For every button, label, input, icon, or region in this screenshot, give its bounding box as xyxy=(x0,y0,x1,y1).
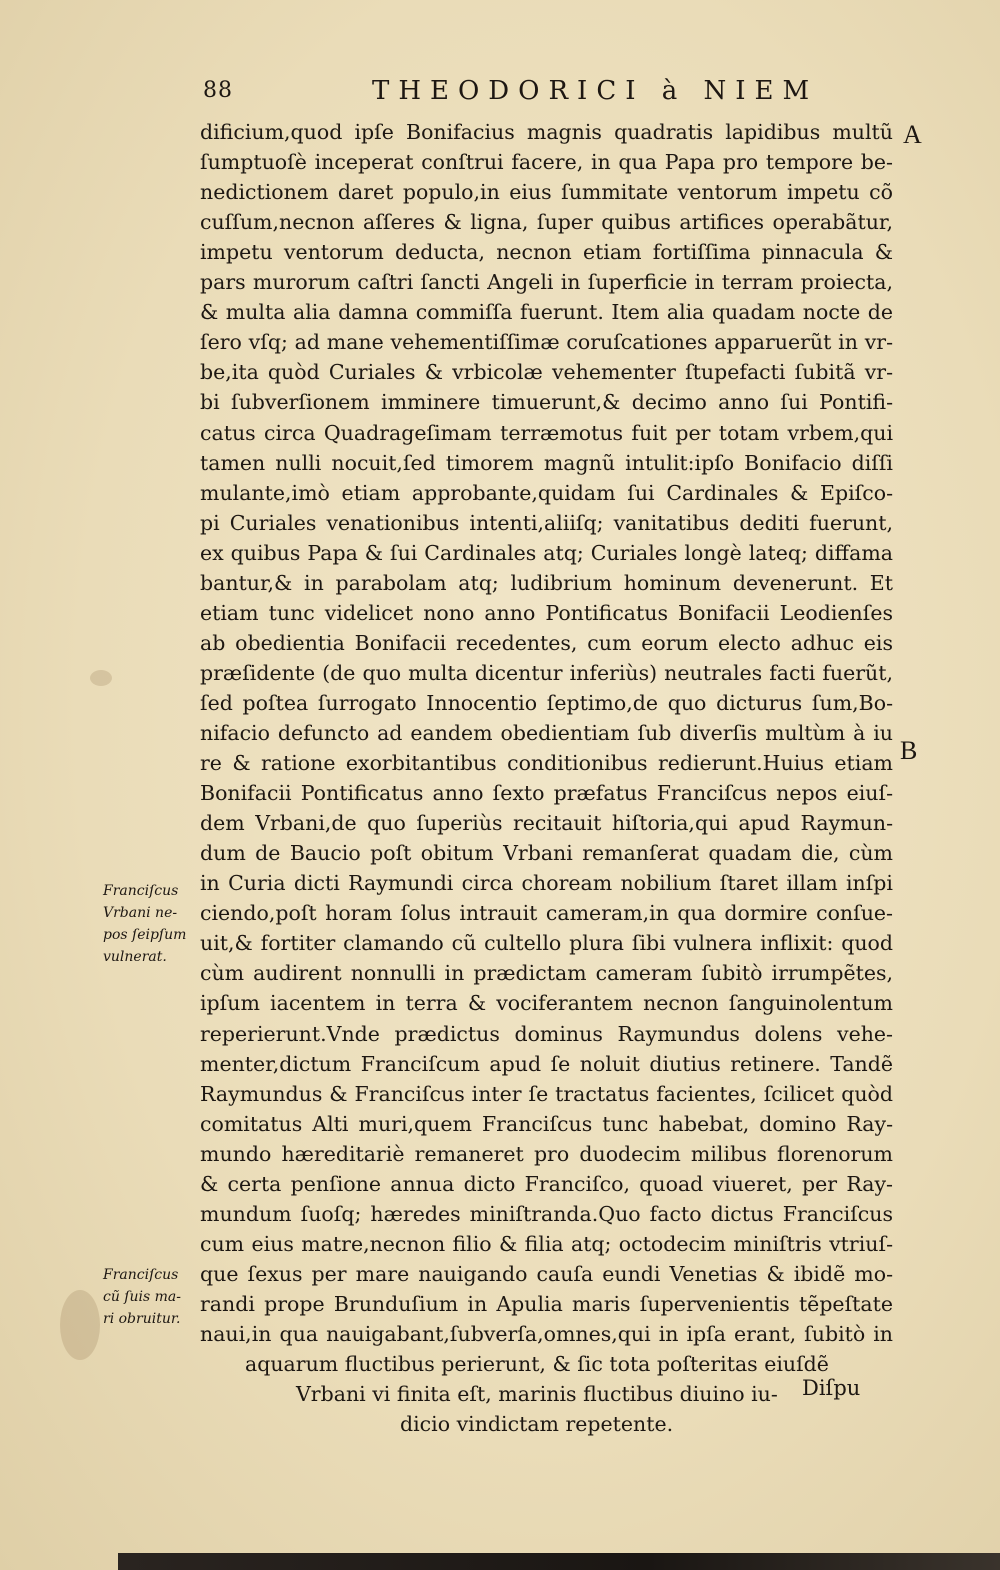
text-line: Vrbani vi finita eſt, marinis fluctibus diuino iu- xyxy=(296,1382,778,1407)
text-line: & certa penſione annua dicto Franciſco, quoad viueret, per Ray- xyxy=(200,1171,893,1196)
text-line: præſidente (de quo multa dicentur inferiùs) neutrales facti fuerũt, xyxy=(200,660,893,685)
text-line: in Curia dicti Raymundi circa choream nobilium ſtaret illam inſpi xyxy=(200,871,893,896)
text-line: dificium,quod ipſe Bonifacius magnis quadratis lapidibus multũ xyxy=(200,120,893,144)
text-line: ſumptuoſè inceperat conſtrui facere, in qua Papa pro tempore be- xyxy=(200,150,893,175)
text-line: ſero vſq; ad mane vehementiſſimæ coruſcationes apparuerũt in vr- xyxy=(200,330,893,355)
text-line: etiam tunc videlicet nono anno Pontificatus Bonifacii Leodienſes xyxy=(200,600,893,625)
text-line: comitatus Alti muri,quem Franciſcus tunc habebat, domino Ray- xyxy=(200,1111,893,1136)
text-line: tamen nulli nocuit,ſed timorem magnũ intulit:ipſo Bonifacio diſſi xyxy=(200,450,893,475)
text-line: re & ratione exorbitantibus conditionibus redierunt.Huius etiam xyxy=(200,751,893,776)
text-line: catus circa Quadrageſimam terræmotus fuit per totam vrbem,qui xyxy=(200,420,893,445)
text-line: dem Vrbani,de quo ſuperiùs recitauit hiſtoria,qui apud Raymun- xyxy=(200,811,893,836)
text-line: nifacio defuncto ad eandem obedientiam ſub diverſis multùm à iu xyxy=(200,721,893,745)
text-line: cum eius matre,necnon filio & filia atq; octodecim miniſtris vtriuſ- xyxy=(200,1231,893,1256)
page-edge-shadow xyxy=(118,1553,1000,1570)
text-line: que ſexus per mare nauigando cauſa eundi Venetias & ibidẽ mo- xyxy=(200,1261,893,1286)
text-line: mundo hæreditariè remaneret pro duodecim milibus florenorum xyxy=(200,1141,893,1166)
text-line: pi Curiales venationibus intenti,aliiſq; vanitatibus dediti fuerunt, xyxy=(200,510,893,535)
margin-note xyxy=(103,880,195,968)
section-mark-b: B xyxy=(900,736,918,765)
text-line: nedictionem daret populo,in eius ſummitate ventorum impetu cõ xyxy=(200,180,893,205)
catchword: Diſpu xyxy=(802,1376,861,1400)
water-stain xyxy=(60,1290,100,1360)
margin-note-line: ri obruitur. xyxy=(103,1311,181,1327)
margin-note xyxy=(103,1264,195,1330)
text-line: mundum ſuoſq; hæredes miniſtranda.Quo facto dictus Franciſcus xyxy=(200,1201,893,1226)
text-line: Raymundus & Franciſcus inter ſe tractatus facientes, ſcilicet quòd xyxy=(200,1081,893,1106)
text-line: pars murorum caſtri ſancti Angeli in ſuperficie in terram proiecta, xyxy=(200,270,893,295)
text-line: randi prope Brunduſium in Apulia maris ſupervenientis tẽpeſtate xyxy=(200,1291,893,1316)
section-mark-a: A xyxy=(903,120,922,149)
text-line: naui,in qua nauigabant,ſubverſa,omnes,qui in ipſa erant, ſubitò in xyxy=(200,1322,893,1346)
page-number: 88 xyxy=(203,78,233,103)
text-line: mulante,imò etiam approbante,quidam ſui Cardinales & Epiſco- xyxy=(200,480,893,505)
running-head: THEODORICI à NIEM xyxy=(372,76,819,106)
text-line: & multa alia damna commiſſa fuerunt. Item alia quadam nocte de xyxy=(200,300,893,325)
text-line: ex quibus Papa & ſui Cardinales atq; Curiales longè lateq; diffama xyxy=(200,540,893,565)
text-line: be,ita quòd Curiales & vrbicolæ vehementer ſtupefacti ſubitã vr- xyxy=(200,360,893,385)
margin-note-line: Franciſcus xyxy=(103,1267,179,1283)
text-line: cuſſum,necnon aſſeres & ligna, ſuper quibus artifices operabãtur, xyxy=(200,210,893,235)
text-line: ipſum iacentem in terra & vociferantem necnon ſanguinolentum xyxy=(200,991,893,1016)
text-line: menter,dictum Franciſcum apud ſe noluit diutius retinere. Tandẽ xyxy=(200,1051,893,1076)
text-line: ſed poſtea ſurrogato Innocentio ſeptimo,de quo dicturus ſum,Bo- xyxy=(200,690,893,715)
margin-note-line: cũ ſuis ma- xyxy=(103,1289,181,1305)
margin-note-line: vulnerat. xyxy=(103,949,167,965)
text-line: impetu ventorum deducta, necnon etiam fortiſſima pinnacula & xyxy=(200,240,893,265)
text-line: dum de Baucio poſt obitum Vrbani remanſerat quadam die, cùm xyxy=(200,841,893,866)
text-line: uit,& fortiter clamando cũ cultello plura ſibi vulnera inflixit: quod xyxy=(200,931,893,956)
text-line: reperierunt.Vnde prædictus dominus Raymundus dolens vehe- xyxy=(200,1021,893,1046)
text-line: Bonifacii Pontificatus anno ſexto præfatus Franciſcus nepos eiuſ- xyxy=(200,781,893,806)
text-line: ciendo,poſt horam ſolus intrauit cameram,in qua dormire conſue- xyxy=(200,901,893,926)
ink-blot xyxy=(90,670,112,686)
margin-note-line: Franciſcus xyxy=(103,883,179,899)
text-line: bi ſubverſionem imminere timuerunt,& decimo anno ſui Pontifi- xyxy=(200,390,893,415)
text-line: cùm audirent nonnulli in prædictam cameram ſubitò irrumpẽtes, xyxy=(200,961,893,986)
text-line: aquarum fluctibus perierunt, & ſic tota poſteritas eiuſdẽ xyxy=(245,1352,829,1377)
text-line: ab obedientia Bonifacii recedentes, cum eorum electo adhuc eis xyxy=(200,630,893,655)
margin-note-line: pos ſeipſum xyxy=(103,927,187,943)
margin-note-line: Vrbani ne- xyxy=(103,905,178,921)
text-line: dicio vindictam repetente. xyxy=(400,1412,674,1437)
text-line: bantur,& in parabolam atq; ludibrium hominum devenerunt. Et xyxy=(200,570,893,595)
